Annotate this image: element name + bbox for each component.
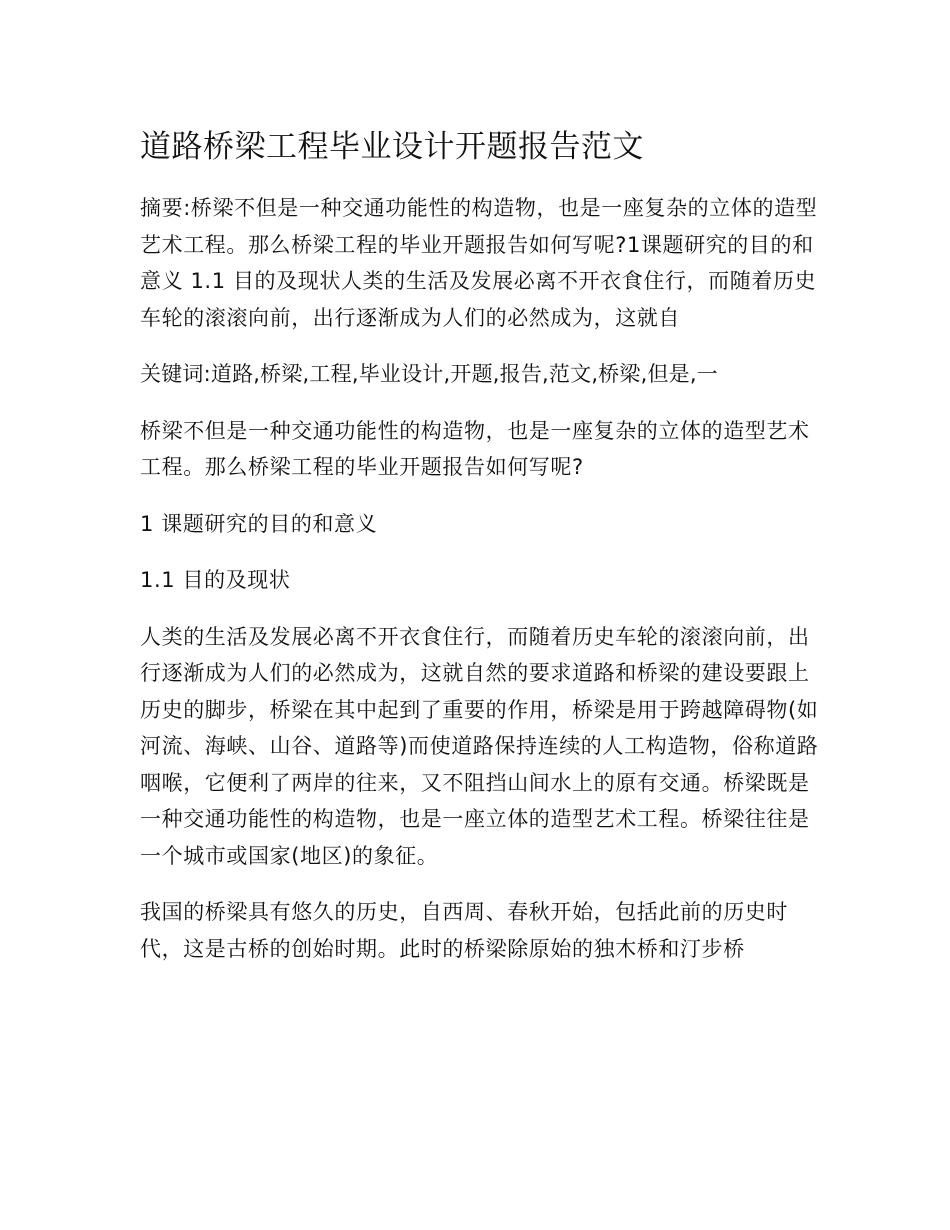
keywords-paragraph: 关键词:道路,桥梁,工程,毕业设计,开题,报告,范文,桥梁,但是,一 bbox=[140, 362, 718, 386]
intro-paragraph: 桥梁不但是一种交通功能性的构造物，也是一座复杂的立体的造型艺术工程。那么桥梁工程的毕业开题报告如何写呢? bbox=[140, 418, 810, 479]
section-heading-1-1: 1.1 目的及现状 bbox=[140, 568, 291, 592]
document-page bbox=[140, 124, 820, 987]
body-paragraph-1: 人类的生活及发展必离不开衣食住行，而随着历史车轮的滚滚向前，出行逐渐成为人们的必然成为，这就自然的要求道路和桥梁的建设要跟上历史的脚步，桥梁在其中起到了重要的作用，桥梁是用于跨越障碍物(如河流、海峡、山谷、道路等)而使道路保持连续的人工构造物，俗称道路咽喉，它便利了两岸的往来，又不阻挡山间水上的原有交通。桥梁既是一种交通功能性的构造物，也是一座立体的造型艺术工程。桥梁往往是一个城市或国家(地区)的象征。 bbox=[140, 624, 819, 868]
body-paragraph-2: 我国的桥梁具有悠久的历史，自西周、春秋开始，包括此前的历史时代，这是古桥的创始时期。此时的桥梁除原始的独木桥和汀步桥 bbox=[140, 900, 788, 961]
document-title: 道路桥梁工程毕业设计开题报告范文 bbox=[140, 129, 644, 165]
section-heading-1: 1 课题研究的目的和意义 bbox=[140, 511, 378, 536]
abstract-paragraph: 摘要:桥梁不但是一种交通功能性的构造物，也是一座复杂的立体的造型艺术工程。那么桥梁工程的毕业开题报告如何写呢?1课题研究的目的和意义 1.1 目的及现状人类的生活及发展必离不开衣食住行，而随着历史车轮的滚滚向前，出行逐渐成为人们的必然成为，这就自 bbox=[140, 196, 818, 330]
